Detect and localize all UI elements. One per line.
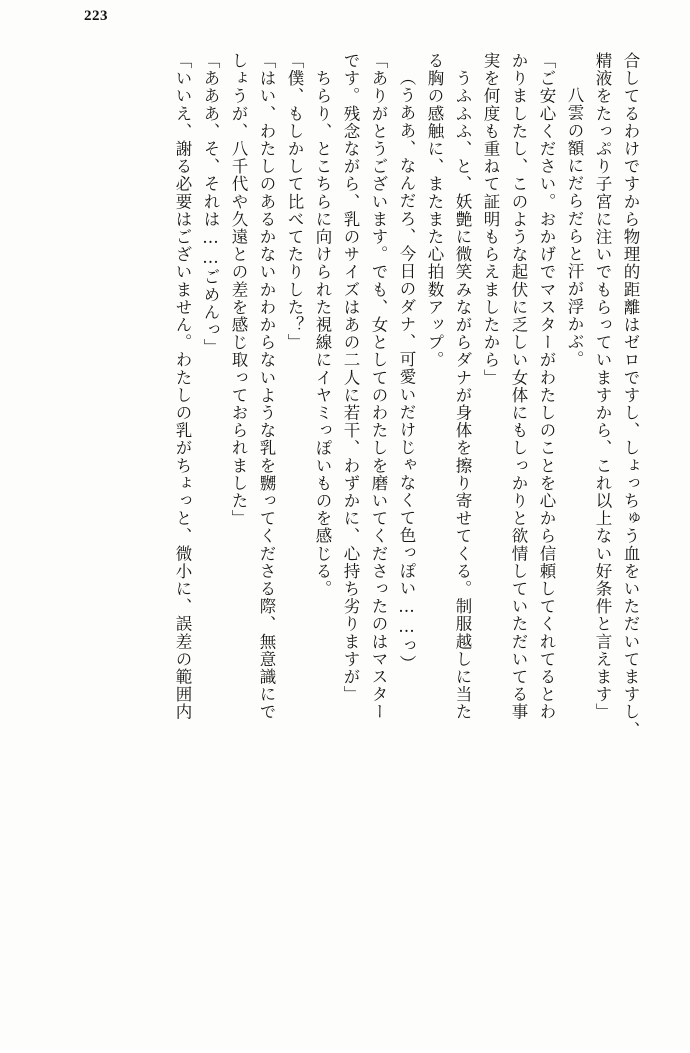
text-line: しょうが、八千代や久遠との差を感じ取っておられました」 <box>229 52 248 528</box>
text-line: （うああ、なんだろ、今日のダナ、可愛いだけじゃなくて色っぽい……っ） <box>397 69 416 673</box>
text-line: 「ご安心ください。おかげでマスターがわたしのことを心から信頼してくれてるとわ <box>537 52 556 721</box>
text-line: うふふふ、と、妖艶に微笑みながらダナが身体を擦り寄せてくる。制服越しに当た <box>453 52 472 721</box>
text-line: 精液をたっぷり子宮に注いでもらっていますから、これ以上ない好条件と言えます」 <box>593 52 612 721</box>
text-line: ちらり、とこちらに向けられた視線にイヤミっぽいものを感じる。 <box>313 52 332 598</box>
text-line: 「ありがとうございます。でも、女としてのわたしを磨いてくださったのはマスター <box>369 52 388 721</box>
text-line: 「はい、わたしのあるかないかわからないような乳を嬲ってくださる際、無意識にで <box>257 52 276 721</box>
text-line: 「あああ、そ、それは……ごめんっ」 <box>201 52 220 357</box>
vertical-text-body <box>44 52 644 1036</box>
text-line: 合してるわけですから物理的距離はゼロですし、しょっちゅう血をいただいてますし、 <box>621 52 640 739</box>
text-line: る胸の感触に、またまた心拍数アップ。 <box>425 52 444 369</box>
text-line: 「僕、もしかして比べてたりした？」 <box>285 52 304 352</box>
page-number: 223 <box>84 8 108 24</box>
text-line: 実を何度も重ねて証明もらえましたから」 <box>481 52 500 387</box>
text-line: かりましたし、このような起伏に乏しい女体にもしっかりと欲情していただいてる事 <box>509 52 528 721</box>
text-line: 八雲の額にだらだらと汗が浮かぶ。 <box>565 69 584 369</box>
text-line: 「いいえ、謝る必要はございません。わたしの乳がちょっと、微小に、誤差の範囲内 <box>173 52 192 721</box>
text-line: です。残念ながら、乳のサイズはあの二人に若干、わずかに、心持ち劣りますが」 <box>341 52 360 704</box>
